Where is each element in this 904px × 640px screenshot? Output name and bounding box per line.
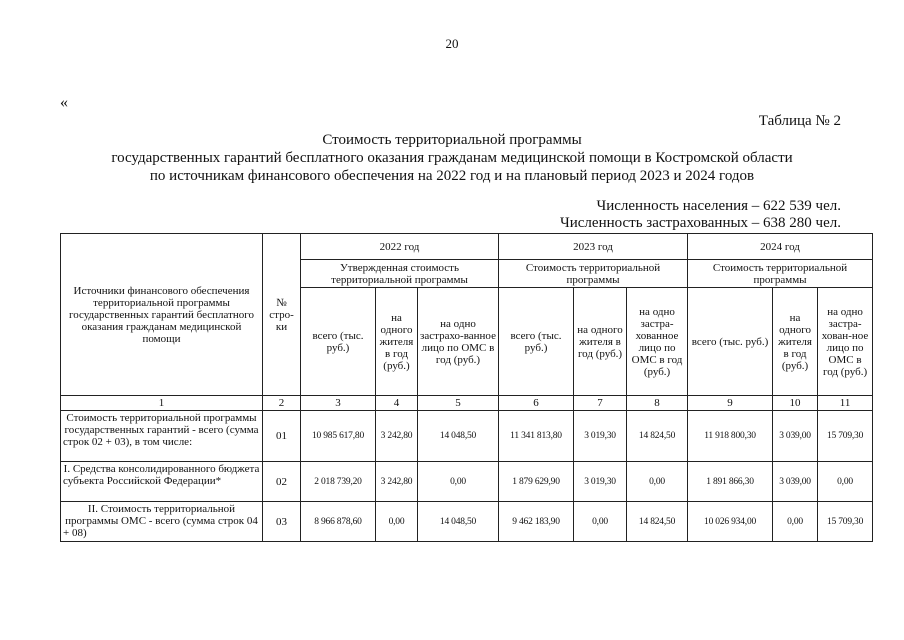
table-label: Таблица № 2	[758, 113, 841, 129]
column-number: 9	[688, 396, 773, 411]
header-2024-total: всего (тыс. руб.)	[688, 288, 773, 396]
header-rownum: № стро-ки	[263, 234, 301, 396]
column-number: 5	[418, 396, 499, 411]
cell-value: 0,00	[818, 462, 873, 502]
insured-count: Численность застрахованных – 638 280 чел.	[560, 215, 841, 231]
cell-value: 0,00	[773, 502, 818, 542]
header-2022-total: всего (тыс. руб.)	[301, 288, 376, 396]
header-2023-per-insured: на одно застра-хованное лицо по ОМС в год (руб.)	[627, 288, 688, 396]
cell-value: 14 824,50	[627, 502, 688, 542]
column-number: 8	[627, 396, 688, 411]
column-number: 4	[376, 396, 418, 411]
header-year-2022: 2022 год	[301, 234, 499, 260]
header-group-2023: Стоимость территориальной программы	[499, 260, 688, 288]
cell-value: 3 242,80	[376, 411, 418, 462]
header-2024-per-resident: на одного жителя в год (руб.)	[773, 288, 818, 396]
header-year-2023: 2023 год	[499, 234, 688, 260]
table-row	[61, 411, 873, 462]
column-number: 2	[263, 396, 301, 411]
page-number: 20	[445, 36, 459, 51]
column-number: 11	[818, 396, 873, 411]
table-title	[0, 131, 904, 185]
cell-value: 10 985 617,80	[301, 411, 376, 462]
cell-value: 14 048,50	[418, 502, 499, 542]
cell-value: 11 341 813,80	[499, 411, 574, 462]
table-row	[61, 462, 873, 502]
header-2023-per-resident: на одного жителя в год (руб.)	[574, 288, 627, 396]
header-2022-per-insured: на одно застрахо-ванное лицо по ОМС в год (руб.)	[418, 288, 499, 396]
cell-value: 3 242,80	[376, 462, 418, 502]
header-group-2022: Утвержденная стоимость территориальной программы	[301, 260, 499, 288]
cell-value: 2 018 739,20	[301, 462, 376, 502]
cell-value: 3 019,30	[574, 462, 627, 502]
row-label: II. Стоимость территориальной программы ОМС - всего (сумма строк 04 + 08)	[61, 502, 263, 542]
cell-value: 3 039,00	[773, 411, 818, 462]
cell-value: 11 918 800,30	[688, 411, 773, 462]
header-2023-total: всего (тыс. руб.)	[499, 288, 574, 396]
header-2024-per-insured: на одно застра-хован-ное лицо по ОМС в год (руб.)	[818, 288, 873, 396]
cell-value: 15 709,30	[818, 411, 873, 462]
cell-value: 14 048,50	[418, 411, 499, 462]
cell-value: 8 966 878,60	[301, 502, 376, 542]
column-number: 3	[301, 396, 376, 411]
title-line-1: Стоимость территориальной программы	[322, 132, 582, 148]
row-number: 03	[263, 502, 301, 542]
column-number: 10	[773, 396, 818, 411]
cell-value: 10 026 934,00	[688, 502, 773, 542]
population-info	[560, 198, 841, 232]
cell-value: 0,00	[418, 462, 499, 502]
cell-value: 14 824,50	[627, 411, 688, 462]
header-source: Источники финансового обеспечения территориальной программы государственных гарантий бесплатного оказания гражданам медицинской помощи	[61, 234, 263, 396]
cell-value: 15 709,30	[818, 502, 873, 542]
cell-value: 3 039,00	[773, 462, 818, 502]
row-label: I. Средства консолидированного бюджета субъекта Российской Федерации*	[61, 462, 263, 502]
row-number: 02	[263, 462, 301, 502]
cell-value: 3 019,30	[574, 411, 627, 462]
title-line-2: государственных гарантий бесплатного оказания гражданам медицинской помощи в Костромской области	[111, 150, 793, 166]
header-year-2024: 2024 год	[688, 234, 873, 260]
cell-value: 1 879 629,90	[499, 462, 574, 502]
cell-value: 0,00	[627, 462, 688, 502]
population-count: Численность населения – 622 539 чел.	[596, 198, 841, 214]
cell-value: 9 462 183,90	[499, 502, 574, 542]
header-group-2024: Стоимость территориальной программы	[688, 260, 873, 288]
row-label: Стоимость территориальной программы государственных гарантий - всего (сумма строк 02 + 03), в том числе:	[61, 411, 263, 462]
cell-value: 0,00	[376, 502, 418, 542]
header-2022-per-resident: на одного жителя в год (руб.)	[376, 288, 418, 396]
opening-quote-mark: «	[60, 94, 68, 111]
row-number: 01	[263, 411, 301, 462]
column-number: 6	[499, 396, 574, 411]
title-line-3: по источникам финансового обеспечения на 2022 год и на плановый период 2023 и 2024 годов	[149, 168, 755, 184]
table-row	[61, 502, 873, 542]
cell-value: 1 891 866,30	[688, 462, 773, 502]
financing-table	[60, 233, 873, 542]
column-number-row	[61, 396, 873, 411]
cell-value: 0,00	[574, 502, 627, 542]
column-number: 7	[574, 396, 627, 411]
column-number: 1	[61, 396, 263, 411]
